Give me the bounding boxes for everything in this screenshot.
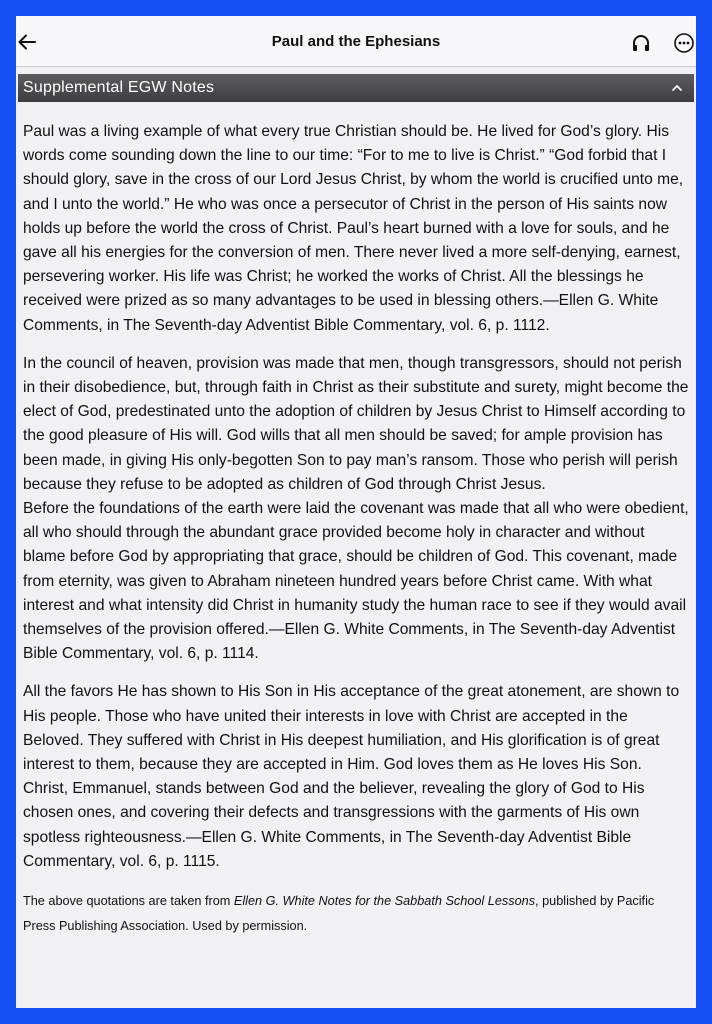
audio-button[interactable]: [630, 32, 652, 54]
note-paragraph: Paul was a living example of what every true Christian should be. He lived for God’s glory. His words come sounding down the line to our time: “For to me to live is Christ.” “God forbid that I should glory, save in the cross of our Lord Jesus Christ, by whom the world is crucified unto me, and I unto the world.” He who was once a persecutor of Christ in the person of His saints now holds up before the world the cross of Christ. Paul’s heart burned with a love for souls, and he gave all his energies for the conversion of men. There never lived a more self-denying, earnest, persevering worker. His life was Christ; he worked the works of Christ. All the blessings he received were prized as so many advantages to be used in blessing others.—Ellen G. White Comments, in The Seventh-day Adventist Bible Commentary, vol. 6, p. 1112.: [23, 123, 684, 334]
note-paragraph: In the council of heaven, provision was made that men, though transgressors, should not perish in their disobedience, but, through faith in Christ as their substitute and surety, might become the elect of God, predestinated unto the adoption of children by Jesus Christ to Himself according to the good pleasure of His will. God wills that all men should be saved; for ample provision has been made, in giving His only-begotten Son to pay man’s ransom. Those who perish will perish because they refuse to be adopted as children of God through Christ Jesus.: [23, 354, 689, 493]
chevron-up-icon[interactable]: [670, 81, 684, 95]
footnote-book-title: Ellen G. White Notes for the Sabbath School Lessons: [233, 894, 536, 909]
note-paragraph: All the favors He has shown to His Son in His acceptance of the great atonement, are shown to His people. Those who have united their interests in love with Christ are accepted in the Beloved. They suffered with Christ in His deepest humiliation, and His glorification is of great interest to them, because they are accepted in Him. God loves them as He loves His Son. Christ, Emmanuel, stands between God and the believer, revealing the glory of God to His chosen ones, and covering their defects and transgressions with the garments of His own spotless righteousness.—Ellen G. White Comments, in The Seventh-day Adventist Bible Commentary, vol. 6, p. 1115.: [23, 683, 680, 870]
page-title: Paul and the Ephesians: [271, 33, 441, 50]
note-paragraph: Before the foundations of the earth were laid the covenant was made that all who were obedient, all who should through the abundant grace provided become holy in character and without blame before God by appropriating that grace, should be children of God. This covenant, made from eternity, was given to Abraham nineteen hundred years before Christ came. With what interest and what intensity did Christ in humanity study the human race to see if they would avail themselves of the provision offered.—Ellen G. White Comments, in The Seventh-day Adventist Bible Commentary, vol. 6, p. 1114.: [23, 500, 689, 663]
more-options-icon: [673, 32, 695, 54]
top-bar: [16, 16, 696, 67]
notes-content: [23, 120, 689, 939]
section-title: Supplemental EGW Notes: [23, 79, 215, 96]
headphones-icon: [630, 32, 652, 54]
app-window: [16, 16, 696, 1008]
supplemental-notes-header[interactable]: [18, 74, 694, 102]
source-footnote: [23, 889, 689, 939]
footnote-prefix: The above quotations are taken from: [23, 894, 234, 909]
footnote-suffix: , published by Pacific Press Publishing Association. Used by permission.: [23, 894, 655, 934]
more-options-button[interactable]: [673, 32, 695, 54]
